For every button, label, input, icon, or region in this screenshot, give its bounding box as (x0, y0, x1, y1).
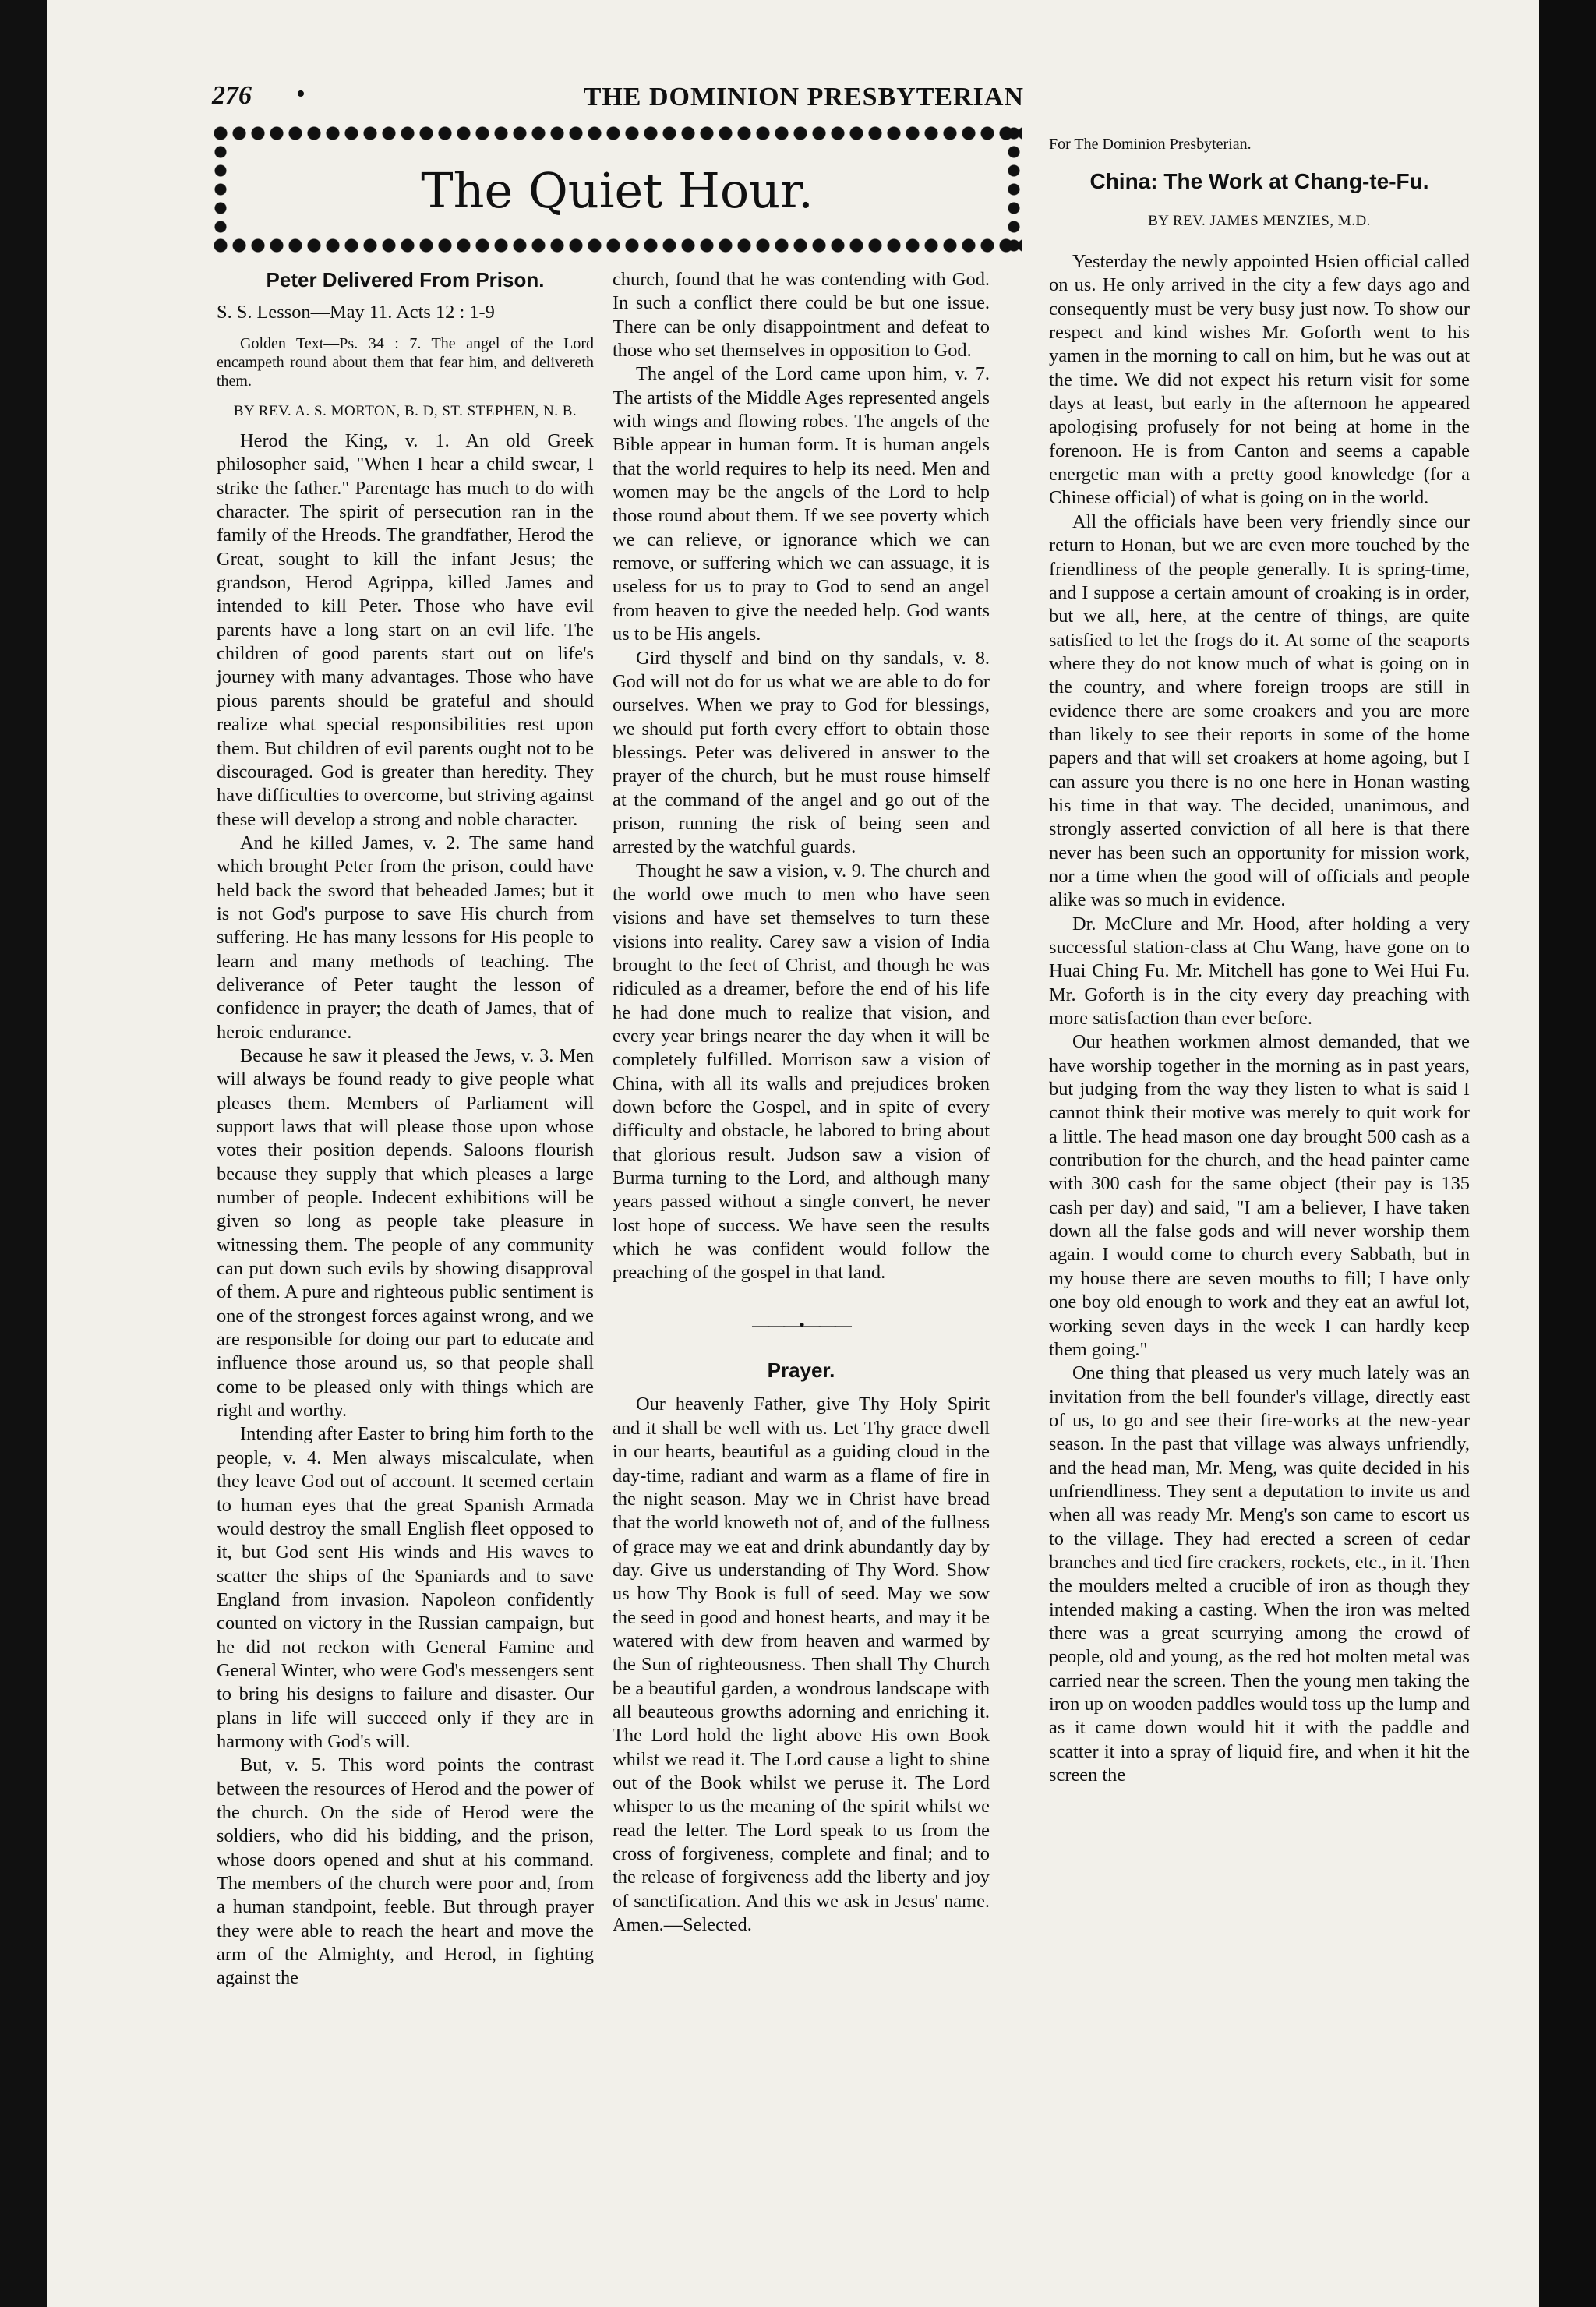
column-3 (1049, 132, 1470, 1787)
lesson-heading: Peter Delivered From Prison. (266, 268, 545, 291)
paragraph: Intending after Easter to bring him forth to the people, v. 4. Men always miscalculate, when they leave God out of account. It seemed certain to human eyes that the great Spanish Armada would destroy the small English fleet opposed to it, but God sent His winds and His waves to scatter the ships of the Spaniards and to save England from invasion. Napoleon confidently counted on victory in the Russian campaign, but he did not reckon with General Famine and General Winter, who were God's messengers sent to bring his designs to failure and disaster. Our plans in life will succeed only if they are in harmony with God's will. (217, 1423, 594, 1752)
paragraph: And he killed James, v. 2. The same hand which brought Peter from the prison, could have held back the sword that beheaded James; but it is not God's purpose to save His church from suffering. He has many lessons for His people to learn and many methods of teaching. The deliverance of Peter taught the lesson of confidence in prayer; the death of James, that of heroic endurance. (217, 832, 594, 1043)
paragraph: The angel of the Lord came upon him, v. 7. The artists of the Middle Ages represented angels with wings and flowing robes. The angels of the Bible appear in human form. It is human angels that the world requires to help its need. Men and women may be the angels of the Lord to help those round about them. If we see poverty which we can relieve, or ignorance which we can remove, or suffering which we can assuage, it is useless for us to pray to God to send an angel from heaven to give the needed help. God wants us to be His angels. (613, 363, 990, 645)
quiet-hour-banner (212, 125, 1022, 254)
page-header (212, 81, 1024, 118)
prayer-heading: Prayer. (767, 1358, 835, 1383)
newspaper-title: THE DOMINION PRESBYTERIAN (583, 83, 1024, 111)
scan-right-edge (1539, 0, 1596, 2307)
paragraph: Because he saw it pleased the Jews, v. 3. Men will always be found ready to give people what pleases them. Members of Parliament will support laws that will please those upon whose votes their position depends. Saloons flourish because they supply that which pleases a large number of people. Indecent exhibitions will be given so long as people take pleasure in witnessing them. The people of any community can put down such evils by showing disapproval of them. A pure and righteous public sentiment is one of the strongest forces against wrong, and we are responsible for doing our part to educate and influence those around us, so that people shall come to be pleased only with things which are right and worthy. (217, 1044, 594, 1422)
golden-text: Golden Text—Ps. 34 : 7. The angel of the Lord encampeth round about them that fear him, and delivereth them. (217, 334, 594, 390)
column-2 (613, 268, 990, 1937)
paragraph: One thing that pleased us very much lately was an invitation from the bell founder's village, directly east of us, to go and see their fire-works at the new-year season. In the past that village was always unfriendly, and the head man, Mr. Meng, was quite decided in his unfriendliness. They sent a deputation to invite us and when all was ready Mr. Meng's son came to escort us to the village. They had erected a screen of cedar branches and tied fire crackers, rockets, etc., in it. Then the moulders melted a crucible of iron as though they intended making a casting. When the iron was melted there was a great scurrying among the crowd of people, old and young, as the red hot molten metal was carried near the screen. Then the young men taking the iron up on wooden paddles would toss up the lump and as it came down would hit it with the paddle and scatter it into a spray of liquid fire, and when it hit the screen the (1049, 1362, 1470, 1786)
paragraph: Dr. McClure and Mr. Hood, after holding a very successful station-class at Chu Wang, have gone on to Huai Ching Fu. Mr. Mitchell has gone to Wei Hui Fu. Mr. Goforth is in the city every day preaching with more satisfaction than ever before. (1049, 913, 1470, 1030)
paragraph: Our heathen workmen almost demanded, that we have worship together in the morning as in past years, but judging from the way they listen to what is said I cannot think their motive was merely to quit work for a little. The head mason one day brought 500 cash as a contribution for the church, and the head painter came with 300 cash for the same object (their pay is 135 cash per day) and said, "I am a believer, I have taken down all the false gods and will never worship them again. I would come to church every Sabbath, but in my house there are seven mouths to fill; I have only one boy old enough to work and they eat an awful lot, working seven days in the week I can hardly keep them going." (1049, 1031, 1470, 1360)
paragraph: But, v. 5. This word points the contrast between the resources of Herod and the power of the church. On the side of Herod were the soldiers, who did his bidding, and the prison, whose doors opened and shut at his command. The members of the church were poor and, from a human standpoint, feeble. But through prayer they were able to reach the heart and move the arm of the Almighty, and Herod, in fighting against the (217, 1754, 594, 1989)
bead-border-top (212, 125, 1022, 142)
lesson-reference: S. S. Lesson—May 11. Acts 12 : 1-9 (217, 302, 495, 323)
paragraph: All the officials have been very friendly since our return to Honan, but we are even more touched by the friendliness of the people generally. It is spring-time, and I suppose a certain amount of croaking is in order, but we all, here, at the centre of things, are quite satisfied to let the frogs do it. At some of the seaports where they do not know much of what is going on in the country, and where foreign troops are still in evidence there are some croakers and you are more than likely to see their reports in some of the home papers and that will set croakers at home agoing, but I can assure you there is no one here in Honan wasting his time in that way. The decided, unanimous, and strongly asserted conviction of all here is that there never has been such an opportunity for mission work, nor a time when the good will of officials and people alike was so much in evidence. (1049, 511, 1470, 911)
paragraph: Yesterday the newly appointed Hsien official called on us. He only arrived in the city a few days ago and consequently must be very busy just now. To show our respect and kind wishes Mr. Goforth went to his yamen in the morning to call on him, but he was out at the time. We did not expect his return visit for some days at least, but early in the afternoon he appeared apologising profusely for not being at home in the forenoon. He is from Canton and seems a capable energetic man with a pretty good knowledge (for a Chinese official) of what is going on in the world. (1049, 251, 1470, 509)
scan-left-edge (0, 0, 47, 2307)
paragraph: Gird thyself and bind on thy sandals, v. 8. God will not do for us what we are able to do for ourselves. When we pray to God for blessings, we should put forth every effort to obtain those blessings. Peter was delivered in answer to the prayer of the church, but he must rouse himself at the command of the angel and go out of the prison, running the risk of being seen and arrested by the watchful guards. (613, 647, 990, 858)
paragraph: Thought he saw a vision, v. 9. The church and the world owe much to men who have seen visions and have set themselves to turn these visions into reality. Carey saw a vision of India brought to the feet of Christ, and though he was ridiculed as a dreamer, before the end of his life he had done much to realize that vision, and every year brings nearer the day when it will be completely fulfilled. Morrison saw a vision of China, with all its walls and prejudices broken down before the Gospel, and in spite of every difficulty and obstacle, he labored to bring about that glorious result. Judson saw a vision of Burma turning to the Lord, and although many years passed without a single convert, he never lost hope of success. We have seen the results which he was confident would follow the preaching of the gospel in that land. (613, 860, 990, 1284)
column-1 (217, 268, 594, 1991)
paragraph: Herod the King, v. 1. An old Greek philosopher said, "When I hear a child swear, I strike the father." Parentage has much to do with character. The spirit of persecution ran in the family of the Hreods. The grandfather, Herod the Great, sought to kill the infant Jesus; the grandson, Herod Agrippa, killed James and intended to kill Peter. Those who have evil parents have a long start on an evil life. The children of good parents start out on life's journey with many advantages. Those who have pious parents should be grateful and should realize what special responsibilities rest upon them. But children of evil parents ought not to be discouraged. God is greater than heredity. They have difficulties to overcome, but striving against these will develop a strong and noble character. (217, 430, 594, 830)
article-heading: China: The Work at Chang-te-Fu. (1089, 169, 1429, 194)
attribution-line: For The Dominion Presbyterian. (1049, 136, 1252, 153)
prayer-text: Our heavenly Father, give Thy Holy Spirit and it shall be well with us. Let Thy grace dwell in our hearts, beautiful as a guiding cloud in the day-time, radiant and warm as a flame of fire in the night season. May we in Christ have bread that the world knoweth not of, and of the fullness of grace may we eat and drink abundantly day by day. Give us understanding of Thy Word. Show us how Thy Book is full of seed. May we sow the seed in good and honest hearts, and may it be watered with dew from heaven and warmed by the Sun of righteousness. Then shall Thy Church be a beautiful garden, a wondrous landscape with all beauteous growths adorning and enriching it. The Lord hold the light above His own Book whilst we read it. The Lord cause a light to shine out of the Book whilst we peruse it. The Lord whisper to us the meaning of the spirit whilst we read the letter. The Lord speak to us from the cross of forgiveness, complete and final; and to the release of forgiveness add the liberty and joy of sanctification. And this we ask in Jesus' name. Amen.—Selected. (613, 1394, 990, 1936)
paragraph: church, found that he was contending with God. In such a conflict there could be but one issue. There can be only disappointment and defeat to those who set themselves in opposition to God. (613, 269, 990, 362)
header-mark: • (296, 79, 305, 108)
page-number: 276 (212, 81, 252, 110)
lesson-byline: BY REV. A. S. MORTON, B. D, ST. STEPHEN, N. B. (233, 402, 577, 419)
bead-border-bottom (212, 237, 1022, 254)
section-divider: ———•——— (752, 1314, 850, 1334)
article-byline: BY REV. JAMES MENZIES, M.D. (1148, 212, 1371, 229)
section-title: The Quiet Hour. (421, 162, 814, 219)
